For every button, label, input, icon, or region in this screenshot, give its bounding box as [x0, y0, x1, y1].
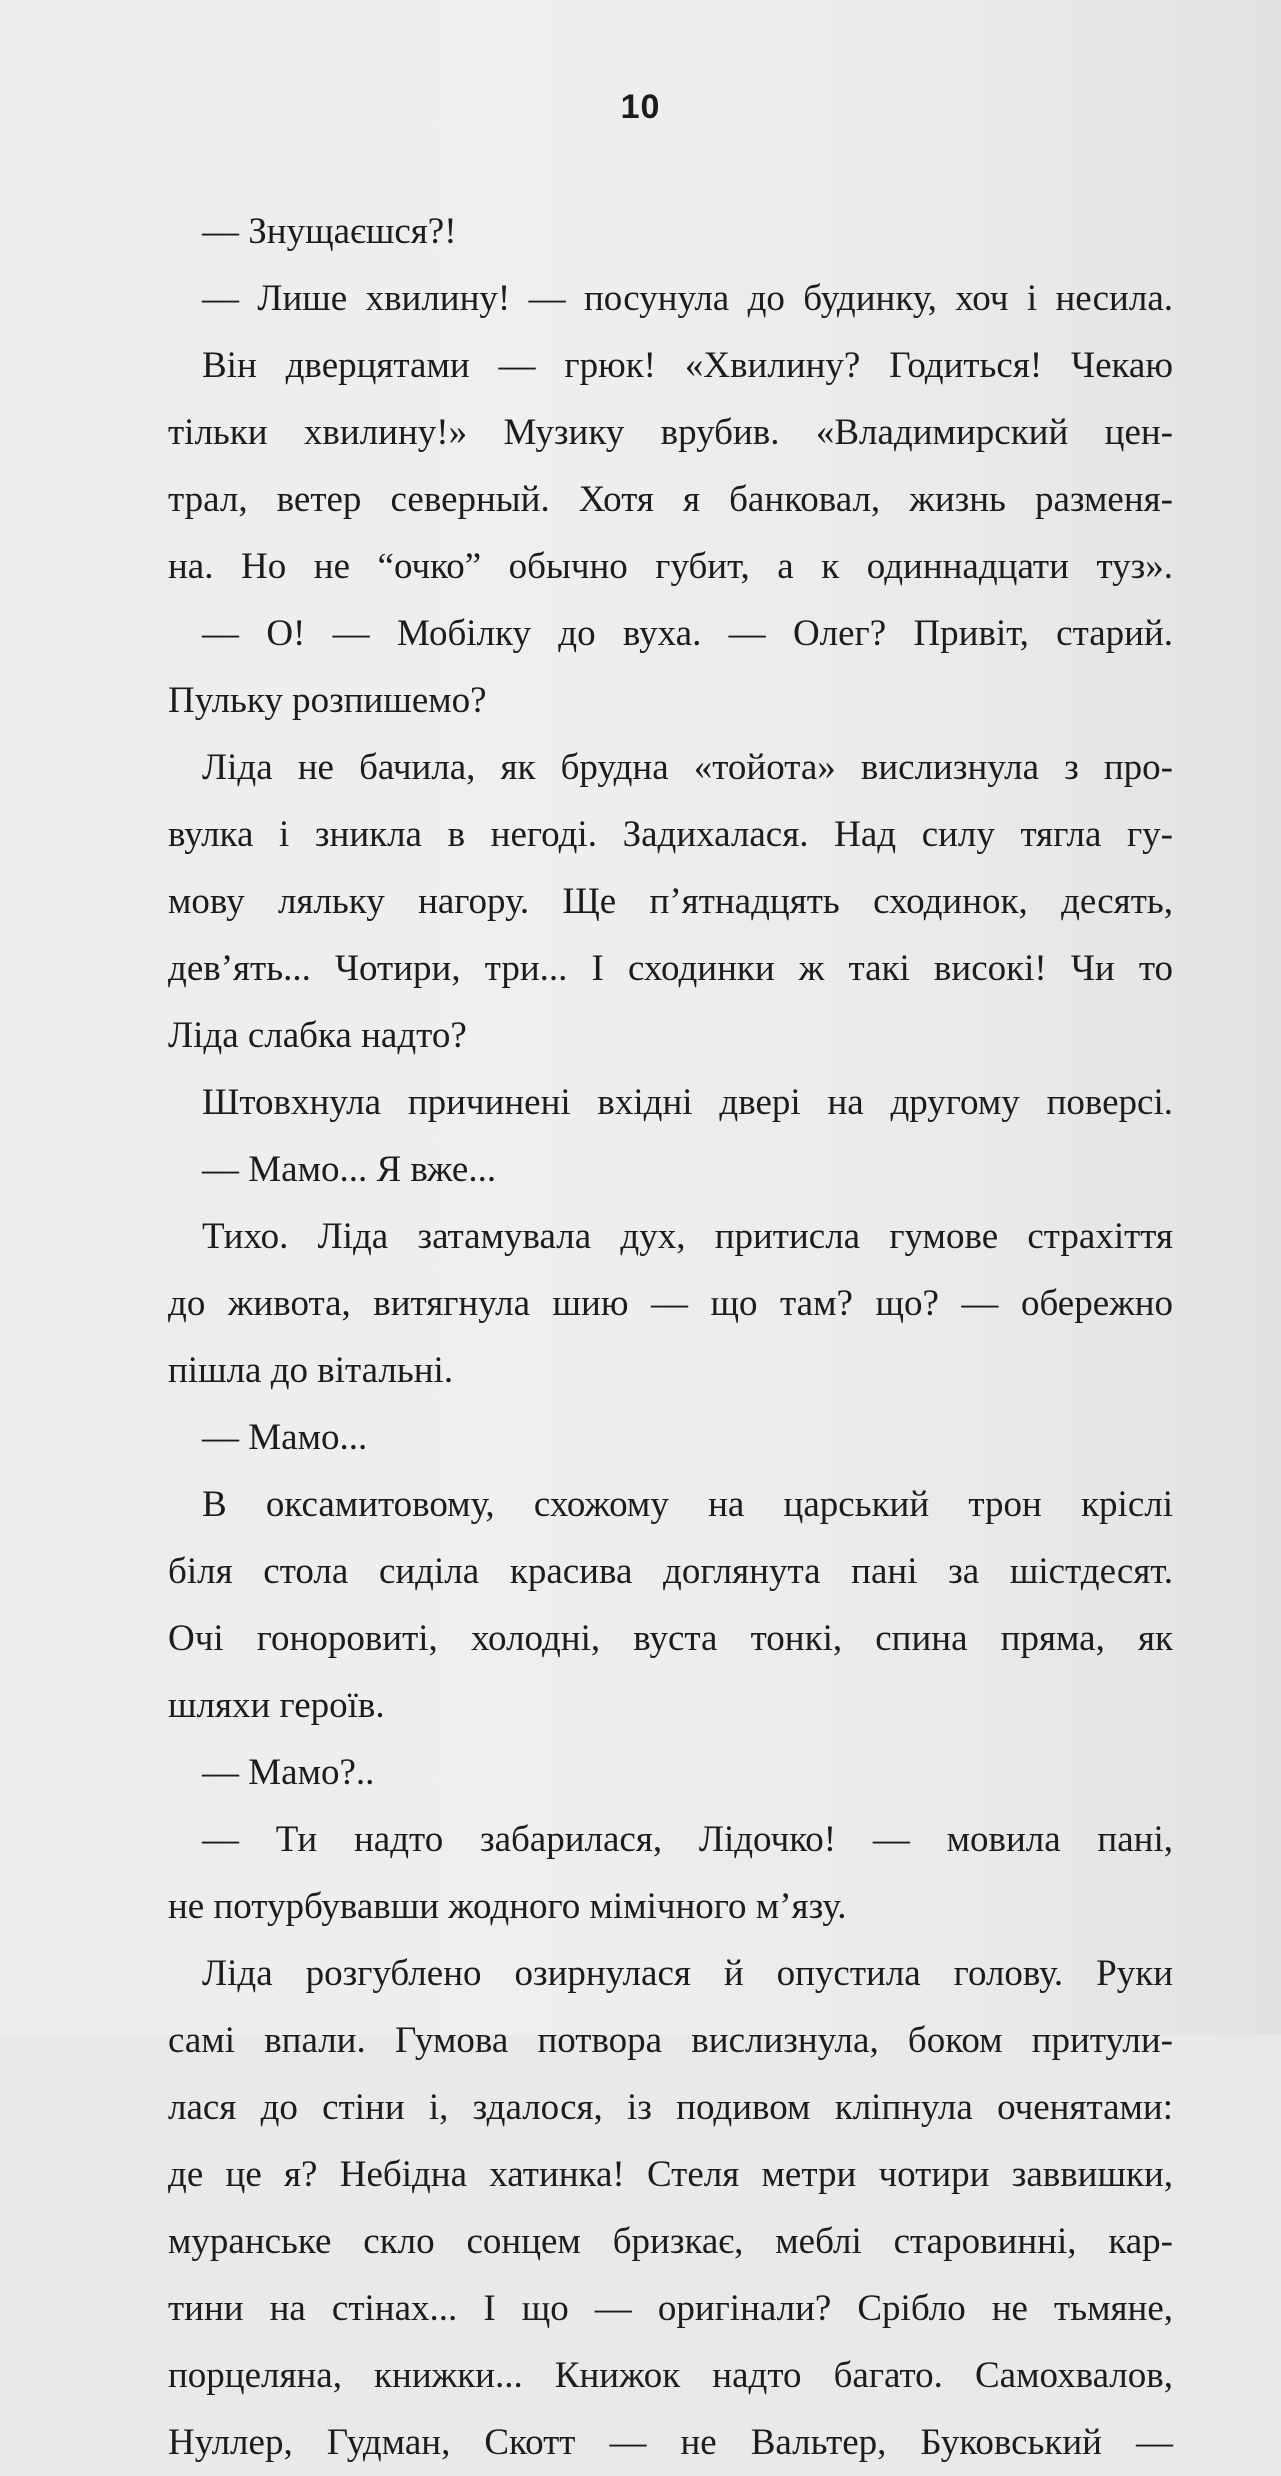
text-line: Він дверцятами — грюк! «Хвилину? Годиться! Чекаю	[202, 345, 1173, 386]
text-line: тільки хвилину!» Музику врубив. «Владимирский цен-	[168, 412, 1173, 453]
text-line: — О! — Мобілку до вуха. — Олег? Привіт, старий.	[202, 613, 1173, 654]
text-line: до живота, витягнула шию — що там? що? — обережно	[168, 1283, 1173, 1324]
text-line: не потурбувавши жодного мімічного м’язу.	[168, 1886, 847, 1927]
text-line: дев’ять... Чотири, три... І сходинки ж такі високі! Чи то	[168, 948, 1173, 989]
page-number: 10	[620, 88, 661, 126]
text-line: — Мамо... Я вже...	[202, 1149, 497, 1190]
text-line: біля стола сиділа красива доглянута пані за шістдесят.	[168, 1551, 1173, 1592]
text-line: Пульку розпишемо?	[168, 680, 487, 721]
text-line: шляхи героїв.	[168, 1685, 385, 1726]
text-line: лася до стіни і, здалося, із подивом кліпнула оченятами:	[168, 2087, 1173, 2128]
text-line: трал, ветер северный. Хотя я банковал, жизнь разменя-	[168, 479, 1173, 520]
text-line: на. Но не “очко” обычно губит, а к одиннадцати туз».	[168, 546, 1173, 587]
text-line: В оксамитовому, схожому на царський трон кріслі	[202, 1484, 1173, 1525]
text-line: порцеляна, книжки... Книжок надто багато. Самохвалов,	[168, 2355, 1173, 2396]
text-line: — Ти надто забарилася, Лідочко! — мовила пані,	[202, 1819, 1173, 1860]
text-line: — Знущаєшся?!	[202, 211, 457, 252]
text-line: Нуллер, Гудман, Скотт — не Вальтер, Буковський —	[168, 2422, 1173, 2463]
text-line: Ліда не бачила, як брудна «тойота» вислизнула з про-	[202, 747, 1173, 788]
text-line: муранське скло сонцем бризкає, меблі старовинні, кар-	[168, 2221, 1173, 2262]
text-line: Ліда розгублено озирнулася й опустила голову. Руки	[202, 1953, 1173, 1994]
text-line: Ліда слабка надто?	[168, 1015, 467, 1056]
body-text	[168, 198, 1173, 2476]
text-line: Очі гоноровиті, холодні, вуста тонкі, спина пряма, як	[168, 1618, 1173, 1659]
text-line: пішла до вітальні.	[168, 1350, 454, 1391]
text-line: — Мамо...	[202, 1417, 368, 1458]
text-line: вулка і зникла в негоді. Задихалася. Над силу тягла гу-	[168, 814, 1173, 855]
text-line: Штовхнула причинені вхідні двері на другому поверсі.	[202, 1082, 1173, 1123]
text-line: — Мамо?..	[202, 1752, 375, 1793]
text-line: тини на стінах... І що — оригінали? Срібло не тьмяне,	[168, 2288, 1173, 2329]
text-line: самі впали. Гумова потвора вислизнула, боком притули-	[168, 2020, 1173, 2061]
text-line: — Лише хвилину! — посунула до будинку, хоч і несила.	[202, 278, 1173, 319]
text-line: мову ляльку нагору. Ще п’ятнадцять сходинок, десять,	[168, 881, 1173, 922]
text-line: Тихо. Ліда затамувала дух, притисла гумове страхіття	[202, 1216, 1173, 1257]
text-line: де це я? Небідна хатинка! Стеля метри чотири заввишки,	[168, 2154, 1173, 2195]
